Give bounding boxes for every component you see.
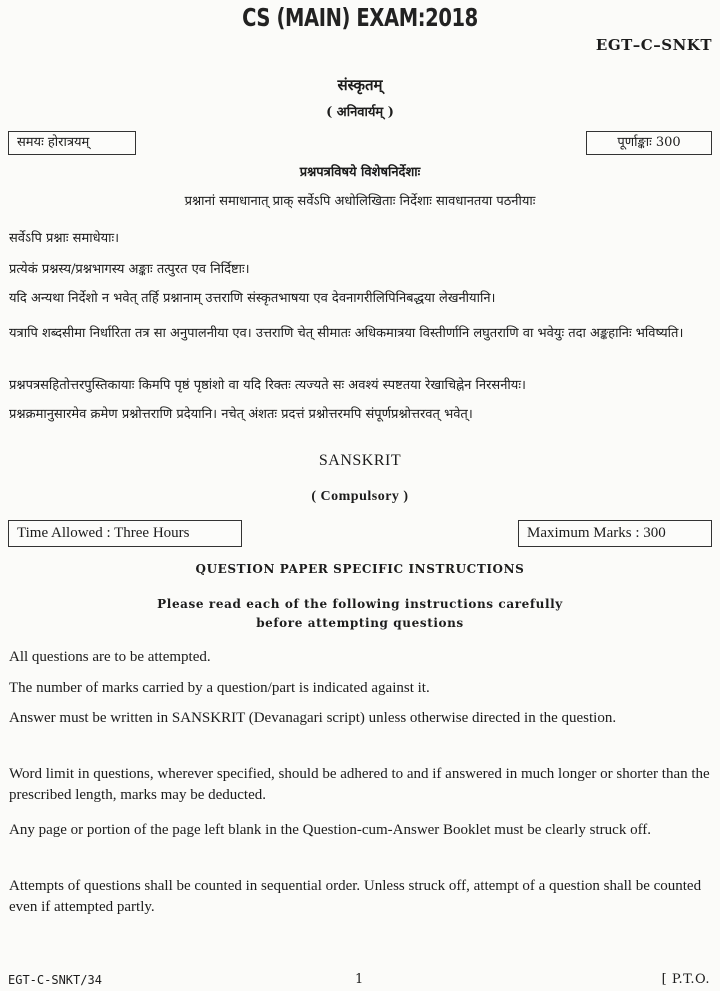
sanskrit-time-box: समयः होरात्रयम् <box>8 131 136 155</box>
english-instructions-heading: QUESTION PAPER SPECIFIC INSTRUCTIONS <box>195 562 525 576</box>
page-number: 1 <box>355 972 364 987</box>
sanskrit-instruction-6: प्रश्नक्रमानुसारमेव क्रमेण प्रश्नोत्तराणि प्रदेयानि। नचेत् अंशतः प्रदत्तं प्रश्नोत्तरमपि संपूर्णप्रश्नोत्तरवत् भवेत्। <box>9 407 473 422</box>
english-instructions-subheading-2: before attempting questions <box>256 616 464 630</box>
sanskrit-instruction-4: यत्रापि शब्दसीमा निर्धारिता तत्र सा अनुपालनीया एव। उत्तराणि चेत् सीमातः अधिकमात्रया विस्तीर्णानि लघुतराणि वा भवेयुः तदा अङ्कहानिः भविष्यति। <box>9 326 684 341</box>
sanskrit-instruction-5: प्रश्नपत्रसहितोत्तरपुस्तिकायाः किमपि पृष्ठं पृष्ठांशो वा यदि रिक्तः त्यज्यते सः अवश्यं स्पष्टतया रेखाचिह्नेन निरसनीयः। <box>9 378 526 393</box>
please-turn-over: [ P.T.O. <box>661 972 710 987</box>
sanskrit-instruction-2: प्रत्येकं प्रश्नस्य/प्रश्नभागस्य अङ्काः तत्पुरत एव निर्दिष्टाः। <box>9 262 250 277</box>
english-time-box: Time Allowed : Three Hours <box>8 520 242 547</box>
english-instruction-5: Any page or portion of the page left blank in the Question-cum-Answer Booklet must be clearly struck off. <box>9 822 652 838</box>
english-title: SANSKRIT <box>318 452 402 469</box>
english-instruction-3: Answer must be written in SANSKRIT (Devanagari script) unless otherwise directed in the question. <box>9 710 617 726</box>
sanskrit-marks-box: पूर्णाङ्काः 300 <box>586 131 712 155</box>
footer-paper-code: EGT-C-SNKT/34 <box>8 973 102 987</box>
english-marks-box: Maximum Marks : 300 <box>518 520 712 547</box>
exam-title: CS (MAIN) EXAM:2018 <box>242 3 478 32</box>
english-instruction-1: All questions are to be attempted. <box>9 649 211 665</box>
english-instruction-2: The number of marks carried by a question/part is indicated against it. <box>9 680 430 696</box>
sanskrit-instructions-heading: प्रश्नपत्रविषये विशेषनिर्देशाः <box>299 165 421 180</box>
sanskrit-instruction-1: सर्वेऽपि प्रश्नाः समाधेयाः। <box>9 231 120 246</box>
paper-code: EGT–C–SNKT <box>595 36 712 54</box>
sanskrit-subtitle: ( अनिवार्यम् ) <box>326 105 394 120</box>
sanskrit-title: संस्कृतम् <box>337 76 383 94</box>
sanskrit-instructions-subheading: प्रश्नानां समाधानात् प्राक् सर्वेऽपि अधोलिखिताः निर्देशाः सावधानतया पठनीयाः <box>184 194 536 209</box>
english-subtitle: ( Compulsory ) <box>311 489 409 504</box>
sanskrit-instruction-3: यदि अन्यथा निर्देशो न भवेत् तर्हि प्रश्नानाम् उत्तराणि संस्कृतभाषया एव देवनागरीलिपिनिबद्धया लेखनीयानि। <box>9 291 496 306</box>
english-instructions-subheading-1: Please read each of the following instructions carefully <box>157 597 563 611</box>
english-instruction-4: Word limit in questions, wherever specified, should be adhered to and if answered in much longer or shorter than the prescribed length, marks may be deducted. <box>9 766 710 803</box>
english-instruction-6: Attempts of questions shall be counted in sequential order. Unless struck off, attempt of a question shall be counted even if attempted partly. <box>9 878 702 915</box>
